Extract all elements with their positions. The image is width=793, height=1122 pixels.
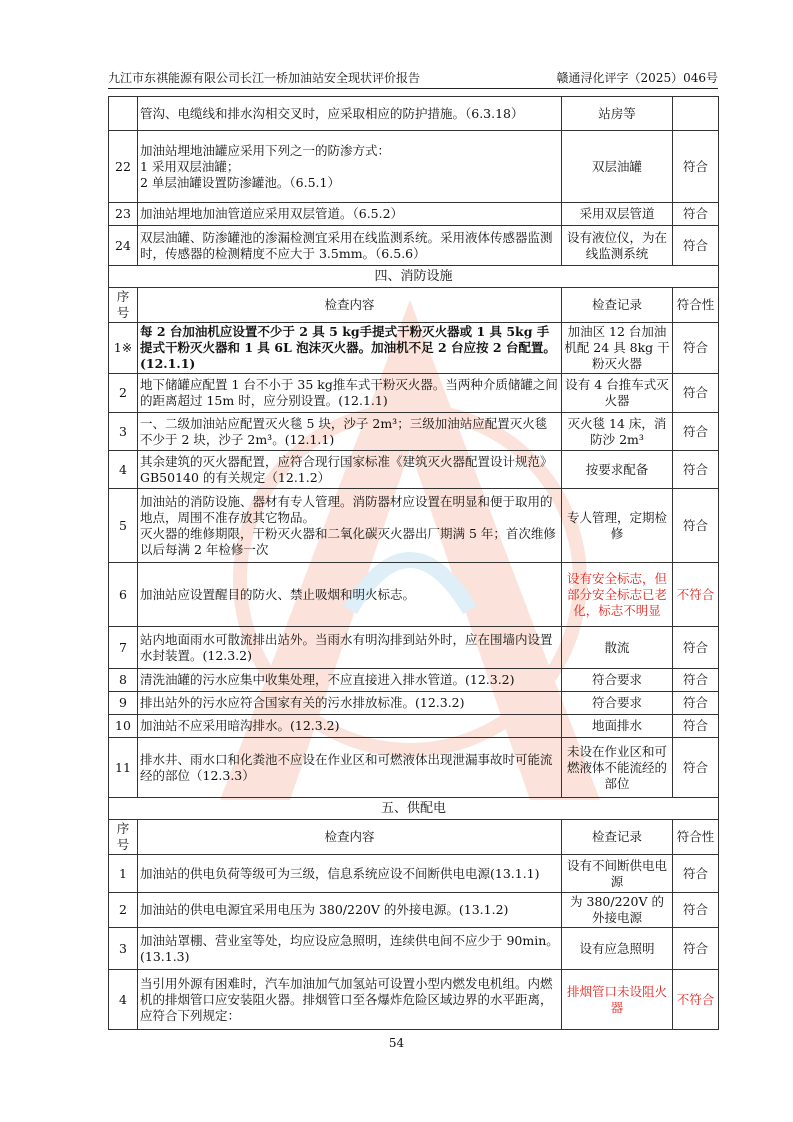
row-number: 9 xyxy=(109,692,138,715)
header-divider xyxy=(108,88,718,89)
compliance-result: 不符合 xyxy=(673,563,719,627)
compliance-result: 符合 xyxy=(673,413,719,451)
page-number: 54 xyxy=(388,1036,405,1050)
compliance-result: 符合 xyxy=(673,855,719,893)
row-number: 10 xyxy=(109,715,138,738)
inspection-content: 加油站的消防设施、器材有专人管理。消防器材应设置在明显和便于取用的地点，周围不准存放其它物品。 灭火器的维修期限，干粉灭火器和二氧化碳灭火器出厂期满 5 年；首次维修以后每满 2 年检修一次 xyxy=(138,489,562,563)
inspection-record: 灭火毯 14 床，消防沙 2m³ xyxy=(562,413,673,451)
inspection-record: 排烟管口未设阻火器 xyxy=(562,970,673,1030)
compliance-result: 符合 xyxy=(673,203,719,226)
row-number: 8 xyxy=(109,669,138,692)
row-number: 1※ xyxy=(109,323,138,374)
table-row xyxy=(109,855,719,893)
compliance-result: 符合 xyxy=(673,893,719,928)
compliance-result xyxy=(673,97,719,131)
inspection-content: 双层油罐、防渗罐池的渗漏检测宜采用在线监测系统。采用液体传感器监测时，传感器的检测精度不应大于 3.5mm。（6.5.6） xyxy=(138,226,562,266)
row-number: 7 xyxy=(109,627,138,669)
row-number xyxy=(109,97,138,131)
inspection-record: 设有不间断供电电源 xyxy=(562,855,673,893)
row-number: 5 xyxy=(109,489,138,563)
table-row xyxy=(109,131,719,203)
header-record: 检查记录 xyxy=(562,288,673,323)
section-title-row xyxy=(109,798,719,820)
inspection-content: 清洗油罐的污水应集中收集处理，不应直接进入排水管道。(12.3.2) xyxy=(138,669,562,692)
table-row xyxy=(109,451,719,489)
inspection-record: 采用双层管道 xyxy=(562,203,673,226)
section-title-row xyxy=(109,266,719,288)
compliance-result: 符合 xyxy=(673,226,719,266)
inspection-record: 专人管理，定期检修 xyxy=(562,489,673,563)
row-number: 4 xyxy=(109,451,138,489)
inspection-content: 加油站罩棚、营业室等处，均应设应急照明，连续供电间不应少于 90min。(13.1.3) xyxy=(138,928,562,970)
compliance-result: 符合 xyxy=(673,738,719,798)
inspection-table xyxy=(108,96,719,1030)
inspection-record: 地面排水 xyxy=(562,715,673,738)
inspection-content: 一、二级加油站应配置灭火毯 5 块，沙子 2m³；三级加油站应配置灭火毯不少于 2 块，沙子 2m³。(12.1.1) xyxy=(138,413,562,451)
table-row xyxy=(109,413,719,451)
inspection-content: 加油站的供电负荷等级可为三级，信息系统应设不间断供电电源(13.1.1) xyxy=(138,855,562,893)
table-row xyxy=(109,627,719,669)
compliance-result: 符合 xyxy=(673,669,719,692)
inspection-record: 设有液位仪，为在线监测系统 xyxy=(562,226,673,266)
section-title: 四、消防设施 xyxy=(109,266,719,288)
inspection-content: 排水井、雨水口和化粪池不应设在作业区和可燃液体出现泄漏事故时可能流经的部位（12.3.3） xyxy=(138,738,562,798)
inspection-content: 管沟、电缆线和排水沟相交叉时，应采取相应的防护措施。（6.3.18） xyxy=(138,97,562,131)
table-header-row xyxy=(109,288,719,323)
table-row xyxy=(109,374,719,413)
row-number: 6 xyxy=(109,563,138,627)
inspection-content: 排出站外的污水应符合国家有关的污水排放标准。(12.3.2) xyxy=(138,692,562,715)
inspection-content: 加油站埋地加油管道应采用双层管道。（6.5.2） xyxy=(138,203,562,226)
inspection-record: 按要求配备 xyxy=(562,451,673,489)
compliance-result: 符合 xyxy=(673,627,719,669)
row-number: 3 xyxy=(109,413,138,451)
inspection-record: 散流 xyxy=(562,627,673,669)
page-header xyxy=(108,70,718,86)
row-number: 3 xyxy=(109,928,138,970)
compliance-result: 不符合 xyxy=(673,970,719,1030)
row-number: 22 xyxy=(109,131,138,203)
inspection-content: 站内地面雨水可散流排出站外。当雨水有明沟排到站外时，应在围墙内设置水封装置。(12.3.2) xyxy=(138,627,562,669)
table-row xyxy=(109,893,719,928)
table-row xyxy=(109,715,719,738)
inspection-content: 加油站的供电电源宜采用电压为 380/220V 的外接电源。(13.1.2) xyxy=(138,893,562,928)
header-report-title: 九江市东祺能源有限公司长江一桥加油站安全现状评价报告 xyxy=(108,71,421,85)
inspection-content: 地下储罐应配置 1 台不小于 35 kg推车式干粉灭火器。当两种介质储罐之间的距离超过 15m 时，应分别设置。(12.1.1) xyxy=(138,374,562,413)
header-content: 检查内容 xyxy=(138,288,562,323)
inspection-content: 每 2 台加油机应设置不少于 2 具 5 kg手提式干粉灭火器或 1 具 5kg 手提式干粉灭火器和 1 具 6L 泡沫灭火器。加油机不足 2 台应按 2 台配置。(12.1.1) xyxy=(138,323,562,374)
header-result: 符合性 xyxy=(673,288,719,323)
inspection-record: 为 380/220V 的外接电源 xyxy=(562,893,673,928)
inspection-content: 其余建筑的灭火器配置，应符合现行国家标准《建筑灭火器配置设计规范》GB50140 的有关规定（12.1.2） xyxy=(138,451,562,489)
row-number: 23 xyxy=(109,203,138,226)
table-row xyxy=(109,970,719,1030)
inspection-record: 加油区 12 台加油机配 24 具 8kg 干粉灭火器 xyxy=(562,323,673,374)
table-row xyxy=(109,226,719,266)
row-number: 4 xyxy=(109,970,138,1030)
header-content: 检查内容 xyxy=(138,820,562,855)
table-row xyxy=(109,563,719,627)
inspection-record: 站房等 xyxy=(562,97,673,131)
table-row xyxy=(109,669,719,692)
compliance-result: 符合 xyxy=(673,451,719,489)
compliance-result: 符合 xyxy=(673,323,719,374)
compliance-result: 符合 xyxy=(673,715,719,738)
inspection-record: 未设在作业区和可燃液体不能流经的部位 xyxy=(562,738,673,798)
header-result: 符合性 xyxy=(673,820,719,855)
row-number: 2 xyxy=(109,374,138,413)
inspection-content: 加油站应设置醒目的防火、禁止吸烟和明火标志。 xyxy=(138,563,562,627)
inspection-content: 加油站埋地油罐应采用下列之一的防渗方式： 1 采用双层油罐； 2 单层油罐设置防渗罐池。（6.5.1） xyxy=(138,131,562,203)
inspection-record: 符合要求 xyxy=(562,692,673,715)
inspection-content: 当引用外源有困难时，汽车加油加气加氢站可设置小型内燃发电机组。内燃机的排烟管口应安装阻火器。排烟管口至各爆炸危险区域边界的水平距离，应符合下列规定： xyxy=(138,970,562,1030)
inspection-record: 双层油罐 xyxy=(562,131,673,203)
compliance-result: 符合 xyxy=(673,928,719,970)
table-row xyxy=(109,738,719,798)
section-title: 五、供配电 xyxy=(109,798,719,820)
table-row xyxy=(109,692,719,715)
table-row xyxy=(109,928,719,970)
inspection-record: 设有应急照明 xyxy=(562,928,673,970)
row-number: 24 xyxy=(109,226,138,266)
row-number: 11 xyxy=(109,738,138,798)
table-row xyxy=(109,323,719,374)
row-number: 1 xyxy=(109,855,138,893)
table-header-row xyxy=(109,820,719,855)
header-number: 序号 xyxy=(109,288,138,323)
header-report-number: 赣通浔化评字（2025）046号 xyxy=(556,71,718,85)
table-row xyxy=(109,97,719,131)
inspection-content: 加油站不应采用暗沟排水。(12.3.2) xyxy=(138,715,562,738)
inspection-record: 符合要求 xyxy=(562,669,673,692)
compliance-result: 符合 xyxy=(673,374,719,413)
row-number: 2 xyxy=(109,893,138,928)
compliance-result: 符合 xyxy=(673,131,719,203)
table-row xyxy=(109,203,719,226)
header-record: 检查记录 xyxy=(562,820,673,855)
table-row xyxy=(109,489,719,563)
compliance-result: 符合 xyxy=(673,489,719,563)
compliance-result: 符合 xyxy=(673,692,719,715)
inspection-record: 设有 4 台推车式灭火器 xyxy=(562,374,673,413)
inspection-record: 设有安全标志，但部分安全标志已老化，标志不明显 xyxy=(562,563,673,627)
header-number: 序号 xyxy=(109,820,138,855)
